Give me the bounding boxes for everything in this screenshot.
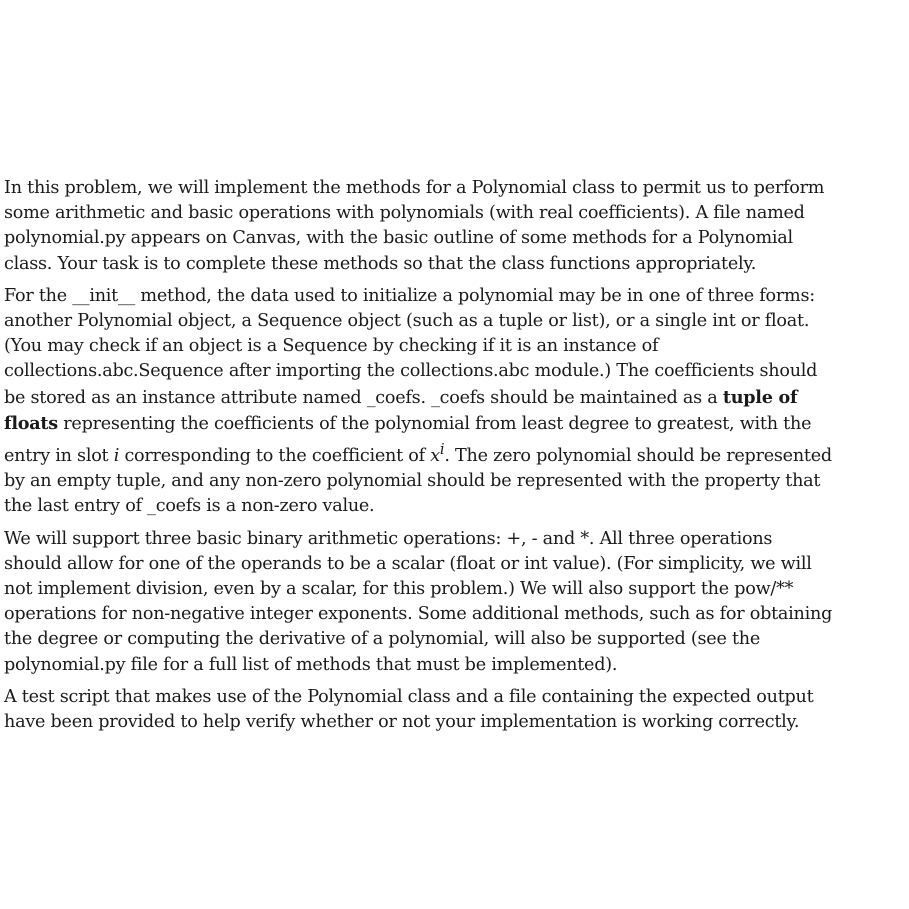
text-run: entry in slot [4, 445, 114, 466]
text-line: For the __init__ method, the data used to initialize a polynomial may be in one of three forms: [4, 285, 815, 306]
text-run: representing the coefficients of the polynomial from least degree to greatest, with the [57, 413, 812, 434]
text-line: In this problem, we will implement the methods for a Polynomial class to permit us to perform [4, 178, 825, 198]
paragraph-init-method [4, 284, 866, 520]
text-line: polynomial.py appears on Canvas, with the basic outline of some methods for a Polynomial [4, 228, 793, 249]
paragraph-intro [4, 176, 866, 277]
text-run: . The zero polynomial should be represented [444, 445, 832, 466]
text-line: another Polynomial object, a Sequence object (such as a tuple or list), or a single int or float. [4, 311, 810, 332]
text-line: have been provided to help verify whether or not your implementation is working correctly. [4, 711, 800, 732]
text-run: be stored as an instance attribute named _coefs. _coefs should be maintained as a [4, 387, 723, 408]
text-line: not implement division, even by a scalar, for this problem.) We will also support the pow/** [4, 578, 794, 599]
text-line: the last entry of _coefs is a non-zero value. [4, 496, 375, 517]
text-line: some arithmetic and basic operations with polynomials (with real coefficients). A file named [4, 203, 805, 224]
text-line [4, 411, 866, 437]
paragraph-operations [4, 527, 866, 678]
text-line: should allow for one of the operands to be a scalar (float or int value). (For simplicity, we will [4, 553, 812, 574]
document-body [4, 176, 866, 742]
text-line [4, 437, 866, 469]
math-superscript: i [439, 441, 445, 459]
math-variable: i [113, 445, 120, 466]
text-line: (You may check if an object is a Sequence by checking if it is an instance of [4, 336, 659, 357]
text-line: by an empty tuple, and any non-zero polynomial should be represented with the property that [4, 471, 821, 492]
text-line: polynomial.py file for a full list of methods that must be implemented). [4, 654, 618, 675]
bold-term: floats [4, 412, 58, 434]
text-line: A test script that makes use of the Polynomial class and a file containing the expected output [4, 686, 814, 707]
text-line: operations for non-negative integer exponents. Some additional methods, such as for obtaining [4, 604, 833, 625]
text-line: We will support three basic binary arithmetic operations: +, - and *. All three operations [4, 528, 773, 549]
text-run: corresponding to the coefficient of [119, 445, 431, 466]
text-line: class. Your task is to complete these methods so that the class functions appropriately. [4, 253, 757, 274]
text-line [4, 385, 866, 411]
text-line: the degree or computing the derivative of a polynomial, will also be supported (see the [4, 629, 761, 650]
bold-term: tuple of [722, 386, 798, 408]
paragraph-test-script [4, 685, 866, 735]
text-line: collections.abc.Sequence after importing the collections.abc module.) The coefficients should [4, 361, 818, 382]
math-variable: x [430, 445, 440, 466]
